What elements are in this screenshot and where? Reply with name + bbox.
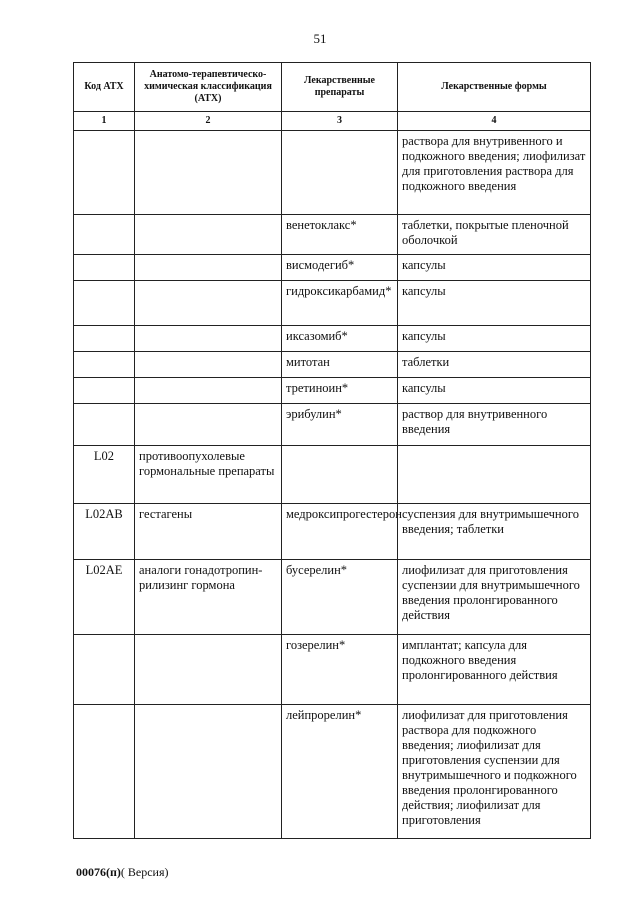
cell-class (135, 255, 282, 281)
cell-code (74, 378, 135, 404)
column-number: 3 (282, 112, 398, 131)
cell-class (135, 404, 282, 446)
cell-forms: лиофилизат для приготовления раствора для подкожного введения; лиофилизат для приготовления суспензии для внутримышечного и подкожного введения пролонгированного действия; лиофилизат для приготовления (398, 705, 591, 839)
cell-class (135, 635, 282, 705)
table-row (74, 255, 591, 281)
cell-forms: капсулы (398, 281, 591, 326)
table-row (74, 560, 591, 635)
table-row (74, 705, 591, 839)
cell-class: аналоги гонадотропин-рилизинг гормона (135, 560, 282, 635)
cell-code (74, 215, 135, 255)
cell-drug (282, 446, 398, 504)
cell-forms: капсулы (398, 255, 591, 281)
cell-forms: суспензия для внутримышечного введения; таблетки (398, 504, 591, 560)
cell-drug: лейпрорелин* (282, 705, 398, 839)
footer-version: ( Версия) (120, 865, 169, 879)
cell-code (74, 404, 135, 446)
cell-code (74, 255, 135, 281)
atx-table (73, 62, 591, 839)
cell-drug: бусерелин* (282, 560, 398, 635)
cell-forms: раствора для внутривенного и подкожного введения; лиофилизат для приготовления раствора для подкожного введения (398, 131, 591, 215)
cell-forms: таблетки (398, 352, 591, 378)
cell-class: противоопухолевые гормональные препараты (135, 446, 282, 504)
table-row (74, 281, 591, 326)
document-footer (76, 865, 169, 880)
cell-drug: венетоклакс* (282, 215, 398, 255)
cell-code (74, 281, 135, 326)
cell-drug: эрибулин* (282, 404, 398, 446)
cell-class (135, 378, 282, 404)
cell-forms: капсулы (398, 326, 591, 352)
table-row (74, 215, 591, 255)
table-row (74, 635, 591, 705)
column-number: 1 (74, 112, 135, 131)
cell-drug: висмодегиб* (282, 255, 398, 281)
table-row (74, 326, 591, 352)
cell-drug: гидроксикарбамид* (282, 281, 398, 326)
cell-drug (282, 131, 398, 215)
cell-drug: митотан (282, 352, 398, 378)
cell-drug: медроксипрогестерон (282, 504, 398, 560)
page-number: 51 (313, 31, 327, 46)
header-code: Код АТХ (74, 63, 135, 112)
header-drugs: Лекарственные препараты (282, 63, 398, 112)
table-header-row (74, 63, 591, 112)
cell-forms: лиофилизат для приготовления суспензии для внутримышечного введения пролонгированного действия (398, 560, 591, 635)
table-row (74, 404, 591, 446)
cell-class (135, 352, 282, 378)
table-row (74, 352, 591, 378)
cell-code (74, 635, 135, 705)
cell-class (135, 131, 282, 215)
cell-forms: имплантат; капсула для подкожного введения пролонгированного действия (398, 635, 591, 705)
table-row (74, 378, 591, 404)
cell-class (135, 326, 282, 352)
cell-forms: раствор для внутривенного введения (398, 404, 591, 446)
cell-drug: гозерелин* (282, 635, 398, 705)
cell-forms: таблетки, покрытые пленочной оболочкой (398, 215, 591, 255)
cell-code (74, 131, 135, 215)
column-number: 2 (135, 112, 282, 131)
cell-code: L02AE (74, 560, 135, 635)
table-row (74, 131, 591, 215)
column-number-row (74, 112, 591, 131)
cell-drug: иксазомиб* (282, 326, 398, 352)
cell-class: гестагены (135, 504, 282, 560)
cell-code (74, 352, 135, 378)
cell-forms (398, 446, 591, 504)
cell-code (74, 326, 135, 352)
header-forms: Лекарственные формы (398, 63, 591, 112)
column-number: 4 (398, 112, 591, 131)
cell-class (135, 215, 282, 255)
cell-code (74, 705, 135, 839)
table-row (74, 504, 591, 560)
cell-code: L02AB (74, 504, 135, 560)
cell-class (135, 281, 282, 326)
cell-drug: третиноин* (282, 378, 398, 404)
cell-forms: капсулы (398, 378, 591, 404)
cell-class (135, 705, 282, 839)
cell-code: L02 (74, 446, 135, 504)
footer-code: 00076(п) (76, 865, 121, 879)
header-classification: Анатомо-терапевтическо-химическая классификация (АТХ) (135, 63, 282, 112)
table-row (74, 446, 591, 504)
